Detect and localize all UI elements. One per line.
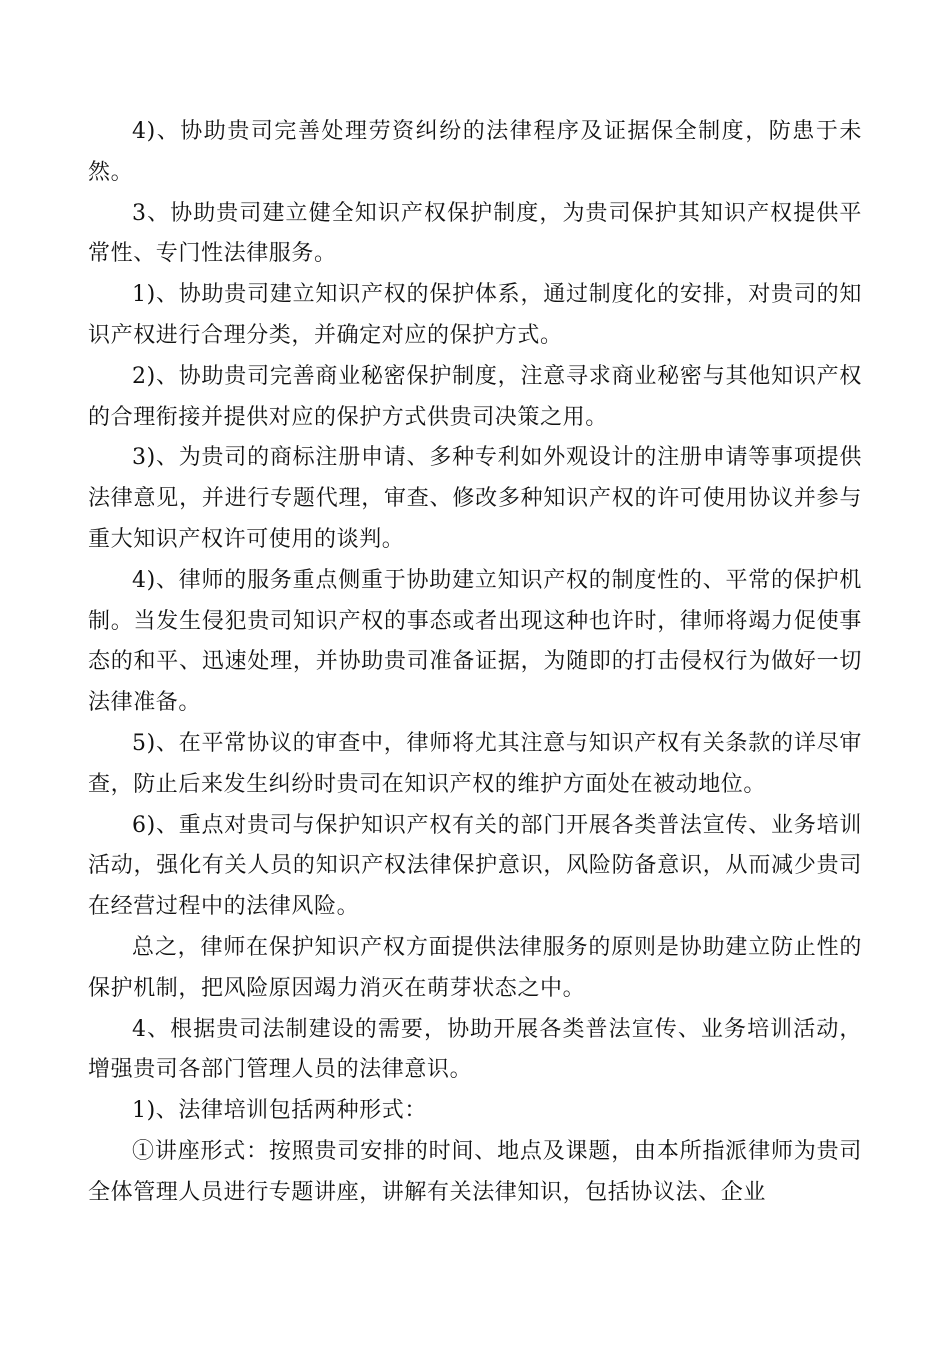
paragraph-lecture-form: ①讲座形式：按照贵司安排的时间、地点及课题，由本所指派律师为贵司全体管理人员进行专题讲座，讲解有关法律知识，包括协议法、企业 <box>88 1138 862 1205</box>
document-page <box>88 112 862 1214</box>
paragraph-training-departments: 6)、重点对贵司与保护知识产权有关的部门开展各类普法宣传、业务培训活动，强化有关人员的知识产权法律保护意识，风险防备意识，从而减少贵司在经营过程中的法律风险。 <box>88 812 862 920</box>
paragraph-trademark-patent: 3)、为贵司的商标注册申请、多种专利如外观设计的注册申请等事项提供法律意见，并进行专题代理，审查、修改多种知识产权的许可使用协议并参与重大知识产权许可使用的谈判。 <box>88 445 862 552</box>
paragraph-service-focus: 4)、律师的服务重点侧重于协助建立知识产权的制度性的、平常的保护机制。当发生侵犯贵司知识产权的事态或者出现这种也许时，律师将竭力促使事态的和平、迅速处理，并协助贵司准备证据，为随即的打击侵权行为做好一切法律准备。 <box>88 567 862 716</box>
paragraph-legal-awareness: 4、根据贵司法制建设的需要，协助开展各类普法宣传、业务培训活动，增强贵司各部门管理人员的法律意识。 <box>88 1016 862 1083</box>
paragraph-contract-review: 5)、在平常协议的审查中，律师将尤其注意与知识产权有关条款的详尽审查，防止后来发生纠纷时贵司在知识产权的维护方面处在被动地位。 <box>88 730 862 797</box>
paragraph-trade-secrets: 2)、协助贵司完善商业秘密保护制度，注意寻求商业秘密与其他知识产权的合理衔接并提供对应的保护方式供贵司决策之用。 <box>88 363 862 430</box>
paragraph-ip-protection-framework: 1)、协助贵司建立知识产权的保护体系，通过制度化的安排，对贵司的知识产权进行合理分类，并确定对应的保护方式。 <box>88 282 862 348</box>
paragraph-labor-dispute: 4)、协助贵司完善处理劳资纠纷的法律程序及证据保全制度，防患于未然。 <box>88 119 862 185</box>
paragraph-summary: 总之，律师在保护知识产权方面提供法律服务的原则是协助建立防止性的保护机制，把风险原因竭力消灭在萌芽状态之中。 <box>88 934 862 1001</box>
paragraph-ip-protection-system: 3、协助贵司建立健全知识产权保护制度，为贵司保护其知识产权提供平常性、专门性法律服务。 <box>88 200 862 267</box>
paragraph-training-forms: 1)、法律培训包括两种形式： <box>132 1098 427 1124</box>
